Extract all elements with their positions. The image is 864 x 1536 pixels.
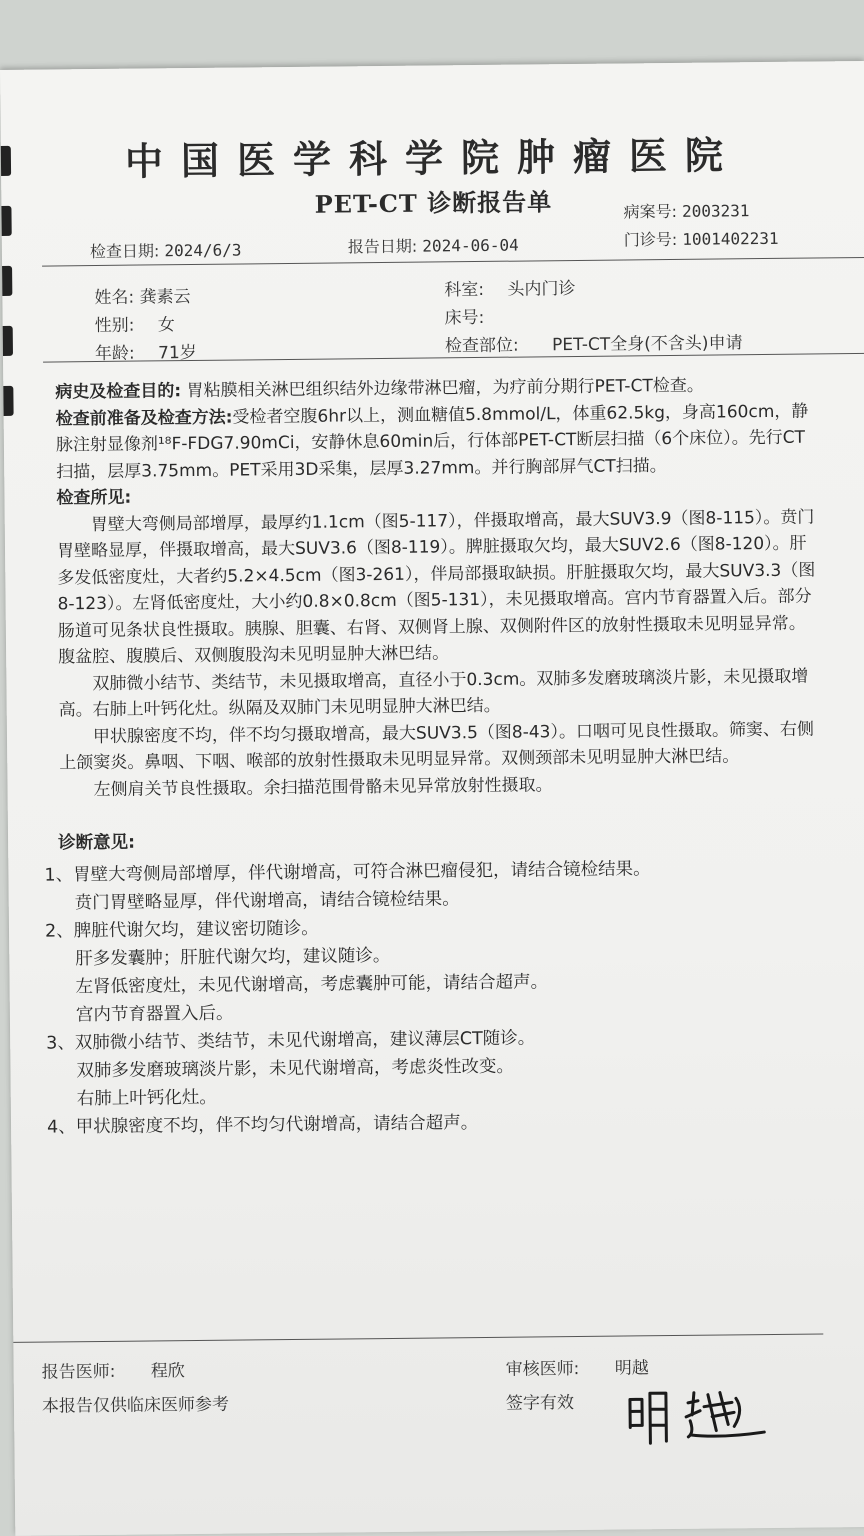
findings-abdomen: 胃壁大弯侧局部增厚，最厚约1.1cm（图5-117），伴摄取增高，最大SUV3.9（图8-115）。贲门胃壁略显厚，伴摄取增高，最大SUV3.6（图8-119）。脾脏摄取欠均，最大SUV2.6（图8-120）。肝多发低密度灶，大者约5.2×4.5cm（图3-261），伴局部摄取缺损。肝脏摄取欠均，最大SUV3.3（图8-123）。左肾低密度灶，大小约0.8×0.8cm（图5-131），未见摄取增高。宫内节育器置入后。部分肠道可见条状良性摄取。胰腺、胆囊、右肾、双侧肾上腺、双侧附件区的放射性摄取未见明显异常。腹盆腔、腹膜后、双侧腹股沟未见明显肿大淋巴结。 [56,506,816,668]
reporter [41,1356,184,1382]
footer-divider [13,1333,823,1342]
exam-date [90,237,242,262]
prep-label: 检查前准备及检查方法: [55,407,233,429]
diagnosis-line: 贲门胃壁略显厚，伴代谢增高，请结合镜检结果。 [74,889,460,914]
findings-head-neck: 甲状腺密度不均，伴不均匀摄取增高，最大SUV3.5（图8-43）。口咽可见良性摄取。筛窦、右侧上颌窦炎。鼻咽、下咽、喉部的放射性摄取未见明显异常。双侧颈部未见明显肿大淋巴结。 [59,719,815,774]
department-value: 头内门诊 [507,278,576,300]
outpatient-number-label: 门诊号: [623,229,678,250]
reviewer [505,1353,648,1379]
binder-hole [2,266,12,296]
exam-site-value: PET-CT全身(不含头)申请 [551,333,743,356]
case-number [623,198,749,222]
diagnosis-line: 左肾低密度灶，未见代谢增高，考虑囊肿可能，请结合超声。 [75,972,549,998]
findings-label: 检查所见: [56,487,132,509]
diagnosis-line: 肝多发囊肿；肝脏代谢欠均，建议随诊。 [75,945,391,970]
diagnosis-label: 诊断意见: [57,832,136,854]
diagnosis-line: 宫内节育器置入后。 [75,1003,234,1026]
case-number-value: 2003231 [681,201,750,221]
patient-name-value: 龚素云 [139,287,191,308]
patient-name [94,282,190,308]
report-date-value: 2024-06-04 [422,235,519,256]
patient-gender [95,310,175,336]
exam-date-value: 2024/6/3 [164,240,242,261]
patient-name-label: 姓名: [94,287,135,309]
disclaimer: 本报告仅供临床医师参考 [41,1394,230,1417]
diagnosis-line: 2、脾脏代谢欠均，建议密切随诊。 [44,918,319,942]
patient-gender-value: 女 [157,315,175,336]
exam-site-label: 检查部位: [444,335,519,357]
report-date-label: 报告日期: [347,236,418,257]
reviewer-name: 明越 [614,1358,649,1379]
outpatient-number-value: 1001402231 [682,228,779,249]
patient-gender-label: 性别: [94,315,135,337]
case-number-label: 病案号: [623,201,678,222]
report-date [348,233,519,258]
diagnosis-line: 1、胃壁大弯侧局部增厚，伴代谢增高，可符合淋巴瘤侵犯，请结合镜检结果。 [44,859,651,886]
report-body [55,371,819,803]
bed-number-label: 床号: [444,307,485,329]
diagnosis-line: 双肺多发磨玻璃淡片影，未见代谢增高，考虑炎性改变。 [76,1056,515,1082]
findings-bone: 左侧肩关节良性摄取。余扫描范围骨骼未见异常放射性摄取。 [93,774,553,800]
binder-hole [3,326,13,356]
patient-age-value: 71岁 [158,342,197,364]
diagnosis-line: 右肺上叶钙化灶。 [76,1087,217,1110]
handwritten-signature [624,1380,775,1452]
history-label: 病史及检查目的: [55,381,182,403]
reviewer-label: 审核医师: [505,1359,580,1380]
department [444,274,575,300]
department-label: 科室: [444,279,485,301]
findings-chest: 双肺微小结节、类结节，未见摄取增高，直径小于0.3cm。双肺多发磨玻璃淡片影，未见摄取增高。右肺上叶钙化灶。纵隔及双肺门未见明显肿大淋巴结。 [58,666,809,721]
exam-site [445,328,743,356]
reporter-name: 程欣 [150,1361,185,1382]
exam-date-label: 检查日期: [89,241,160,262]
report-paper [0,61,864,1536]
signature-label: 签字有效 [505,1393,575,1414]
hospital-title: 中国医学科学院肿瘤医院 [124,132,742,184]
diagnosis-line: 3、双肺微小结节、类结节，未见代谢增高，建议薄层CT随诊。 [46,1028,536,1054]
prep-paragraph [56,398,817,485]
patient-age-label: 年龄: [94,343,135,365]
diagnosis-line: 4、甲状腺密度不均，伴不均匀代谢增高，请结合超声。 [46,1113,479,1138]
prep-text: 受检者空腹6hr以上，测血糖值5.8mmol/L，体重62.5kg，身高160cm，静脉注射显像剂¹⁸F-FDG7.90mCi，安静休息60min后，行体部PET-CT断层扫描（6个床位）。先行CT扫描，层厚3.75mm。PET采用3D采集，层厚3.27mm。并行胸部屏气CT扫描。 [55,401,809,482]
report-title: PET-CT 诊断报告单 [314,187,553,219]
bed-number [444,303,484,328]
outpatient-number [624,226,779,251]
history-text: 胃粘膜相关淋巴组织结外边缘带淋巴瘤，为疗前分期行PET-CT检查。 [186,375,704,402]
binder-hole [3,386,13,416]
reporter-label: 报告医师: [41,1361,116,1383]
